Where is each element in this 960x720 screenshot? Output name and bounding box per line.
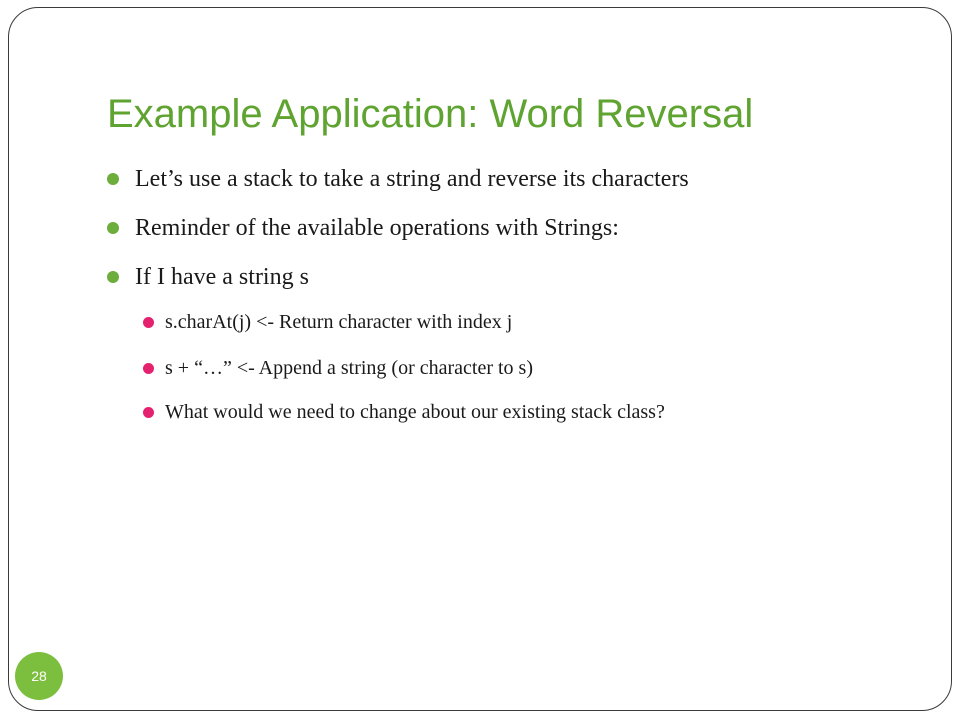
sub-bullet-item (165, 355, 533, 381)
bullet-text: If I have a string s (135, 264, 309, 290)
sub-bullet-item (165, 399, 665, 425)
bullet-dot-icon (107, 173, 119, 185)
bullet-text: Let’s use a stack to take a string and reverse its characters (135, 166, 689, 192)
bullet-item (135, 213, 619, 243)
bullet-item (135, 262, 309, 292)
sub-bullet-text: s.charAt(j) <- Return character with index j (165, 311, 513, 333)
sub-bullet-dot-icon (143, 407, 154, 418)
page-number-badge: 28 (15, 652, 63, 700)
sub-bullet-dot-icon (143, 317, 154, 328)
bullet-dot-icon (107, 271, 119, 283)
sub-bullet-dot-icon (143, 363, 154, 374)
bullet-text: Reminder of the available operations with Strings: (135, 215, 619, 241)
bullet-item (135, 164, 689, 194)
sub-bullet-text: What would we need to change about our existing stack class? (165, 401, 665, 423)
sub-bullet-item (165, 309, 512, 335)
slide-title: Example Application: Word Reversal (107, 92, 754, 136)
bullet-dot-icon (107, 222, 119, 234)
sub-bullet-text: s + “…” <- Append a string (or character to s) (165, 357, 533, 379)
